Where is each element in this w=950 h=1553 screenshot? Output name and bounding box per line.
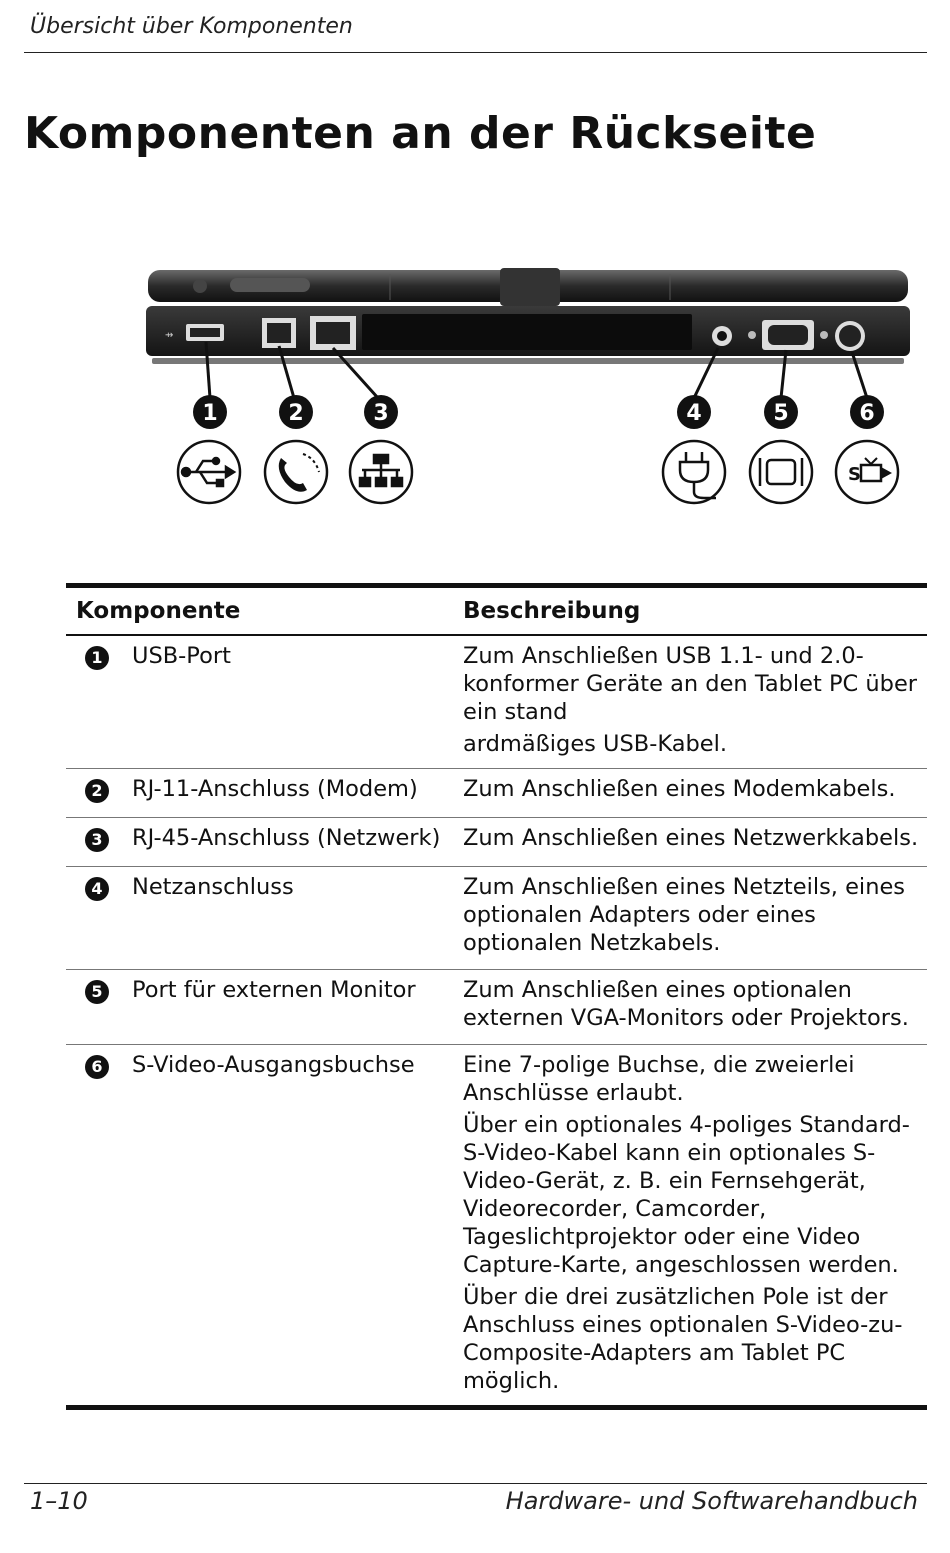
component-description [463,642,927,758]
description-paragraph: Zum Anschließen eines Netzteils, eines optionalen Adapters oder eines optionalen Netzkabels. [463,874,906,956]
row-number-badge: 6 [85,1055,109,1079]
book-title: Hardware- und Softwarehandbuch [505,1487,918,1515]
description-paragraph: Zum Anschließen USB 1.1- und 2.0-konformer Geräte an den Tablet PC über ein stand [463,643,918,725]
rj45-port [310,316,356,350]
callout-6 [850,395,884,429]
description-paragraph: Über die drei zusätzlichen Pole ist der Anschluss eines optionalen S-Video-zu-Composite-Adapters am Tablet PC möglich. [463,1284,903,1394]
component-name: Netzanschluss [132,874,294,900]
callout-4 [677,395,711,429]
header-rule [24,52,927,53]
table-bottom-rule [66,1405,927,1410]
component-name: S-Video-Ausgangsbuchse [132,1052,415,1078]
callout-1-label: 1 [202,401,218,426]
row-number-badge: 2 [85,779,109,803]
header-component: Komponente [76,598,241,624]
laptop-lid [148,268,908,306]
power-jack [712,326,732,346]
callout-6-label: 6 [859,401,875,426]
network-icon [350,441,412,503]
row-number-badge: 3 [85,828,109,852]
callout-3 [364,395,398,429]
callout-1 [193,395,227,429]
table-row [66,818,927,866]
row-number-badge: 5 [85,980,109,1004]
running-header: Übersicht über Komponenten [30,14,353,39]
phone-icon [265,441,327,503]
rj11-port [262,318,296,348]
row-number-badge: 4 [85,877,109,901]
rear-panel-figure [140,262,920,512]
component-description [463,775,927,803]
callout-4-label: 4 [686,401,702,426]
description-paragraph: Zum Anschließen eines Modemkabels. [463,776,896,802]
description-paragraph: Über ein optionales 4-poliges Standard-S-Video-Kabel kann ein optionales S-Video-Gerät, z. B. ein Fernsehgerät, Videorecorder, Camcorder, Tageslichtprojektor oder eine Video Capture-Karte, angeschlossen werden. [463,1112,910,1278]
callout-2-label: 2 [288,401,304,426]
callout-5 [764,395,798,429]
table-row [66,970,927,1044]
table-row [66,867,927,969]
s-video-icon [836,441,898,503]
footer-rule [24,1483,927,1484]
component-name: RJ-11-Anschluss (Modem) [132,776,418,802]
callout-3-label: 3 [373,401,389,426]
usb-icon [178,441,240,503]
description-paragraph: Zum Anschließen eines Netzwerkkabels. [463,825,919,851]
callout-5-label: 5 [773,401,789,426]
svg-text:⇸: ⇸ [165,330,174,341]
s-video-icon-letter: S [848,464,861,485]
page-number: 1–10 [30,1487,88,1515]
description-paragraph: Zum Anschließen eines optionalen externen VGA-Monitors oder Projektors. [463,977,909,1031]
svideo-port [835,321,865,351]
component-name: RJ-45-Anschluss (Netzwerk) [132,825,441,851]
table-row [66,769,927,817]
header-description: Beschreibung [463,598,641,624]
table-row [66,636,927,768]
component-name: Port für externen Monitor [132,977,416,1003]
component-description [463,873,927,957]
callout-2 [279,395,313,429]
table-row [66,1045,927,1405]
power-plug-icon [663,441,725,503]
component-name: USB-Port [132,643,231,669]
component-table [66,583,927,1410]
description-paragraph: Eine 7-polige Buchse, die zweierlei Anschlüsse erlaubt. [463,1052,855,1106]
page-title: Komponenten an der Rückseite [24,108,817,159]
component-description [463,1051,927,1395]
component-description [463,976,927,1032]
table-header-row [66,588,927,634]
row-number-badge: 1 [85,646,109,670]
component-description [463,824,927,852]
description-paragraph: ardmäßiges USB-Kabel. [463,731,728,757]
monitor-icon [750,441,812,503]
